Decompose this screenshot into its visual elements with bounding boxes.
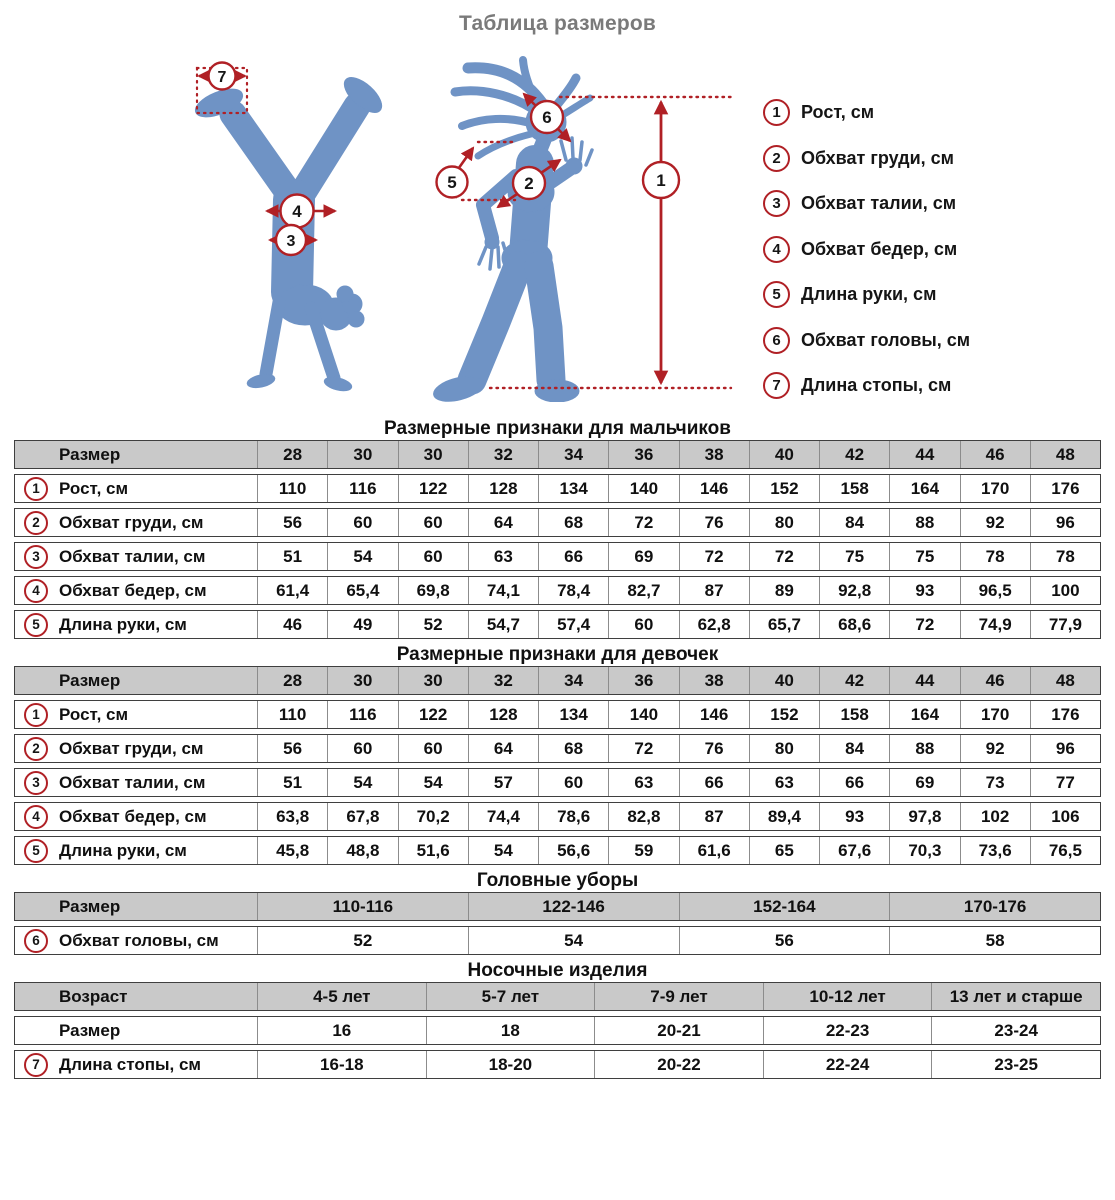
value-cell: 63 [749,769,819,796]
column-header-cell: 36 [608,441,678,468]
value-cell: 63 [608,769,678,796]
legend-label: Длина руки, см [801,284,937,305]
table-row [14,1050,1101,1079]
legend-number-badge: 6 [763,327,790,354]
size-tables-section [14,418,1101,1084]
value-cell: 22-23 [763,1017,932,1044]
value-cell: 60 [538,769,608,796]
column-header-cell: 40 [749,441,819,468]
row-label-cell [15,441,257,468]
value-cell: 54 [398,769,468,796]
column-header-cell: 13 лет и старше [931,983,1100,1010]
value-cell: 170 [960,701,1030,728]
table-row [14,836,1101,865]
value-cell: 60 [398,735,468,762]
column-header-cell: 4-5 лет [257,983,426,1010]
value-cell: 72 [889,611,959,638]
measurement-legend [763,90,970,409]
value-cell: 23-24 [931,1017,1100,1044]
row-label: Размер [59,670,121,690]
column-header-cell: 30 [398,441,468,468]
column-header-cell: 48 [1030,441,1100,468]
row-label: Возраст [59,986,128,1006]
table-header-row [14,982,1101,1011]
legend-item [763,318,970,364]
legend-label: Обхват головы, см [801,329,971,350]
value-cell: 76 [679,735,749,762]
column-header-cell: 170-176 [889,893,1100,920]
value-cell: 74,9 [960,611,1030,638]
value-cell: 57,4 [538,611,608,638]
column-header-cell: 48 [1030,667,1100,694]
row-label: Обхват бедер, см [59,806,207,826]
value-cell: 66 [819,769,889,796]
table-row [14,700,1101,729]
row-number-badge: 1 [24,703,48,727]
value-cell: 88 [889,509,959,536]
column-header-cell: 30 [398,667,468,694]
table-header-row [14,440,1101,469]
value-cell: 74,4 [468,803,538,830]
value-cell: 52 [398,611,468,638]
column-header-cell: 42 [819,441,889,468]
value-cell: 140 [608,475,678,502]
value-cell: 64 [468,735,538,762]
row-label: Обхват груди, см [59,738,204,758]
girls-size-table [14,666,1101,865]
row-label: Рост, см [59,478,129,498]
value-cell: 82,8 [608,803,678,830]
headwear-table-heading: Головные уборы [476,870,639,891]
value-cell: 93 [889,577,959,604]
page-title: Таблица размеров [458,12,657,35]
value-cell: 92 [960,735,1030,762]
value-cell: 110 [257,701,327,728]
column-header-cell: 34 [538,441,608,468]
value-cell: 69 [889,769,959,796]
row-label-cell [15,769,257,796]
value-cell: 46 [257,611,327,638]
value-cell: 122 [398,475,468,502]
row-number-badge: 2 [24,737,48,761]
callout-number-7: 7 [217,69,227,86]
value-cell: 106 [1030,803,1100,830]
legend-number-badge: 2 [763,145,790,172]
row-label: Размер [59,444,121,464]
value-cell: 92,8 [819,577,889,604]
row-label-cell [15,577,257,604]
column-header-cell: 46 [960,667,1030,694]
value-cell: 56,6 [538,837,608,864]
row-number-badge: 5 [24,839,48,863]
headwear-size-table [14,892,1101,955]
value-cell: 60 [398,543,468,570]
value-cell: 65,4 [327,577,397,604]
column-header-cell: 34 [538,667,608,694]
value-cell: 110 [257,475,327,502]
row-label: Длина стопы, см [59,1054,202,1074]
value-cell: 54 [468,837,538,864]
legend-label: Длина стопы, см [801,375,952,396]
value-cell: 16-18 [257,1051,426,1078]
column-header-cell: 10-12 лет [763,983,932,1010]
girls-table-heading: Размерные признаки для девочек [396,644,719,665]
row-number-badge: 4 [24,805,48,829]
value-cell: 54 [327,543,397,570]
boys-size-table [14,440,1101,639]
value-cell: 96,5 [960,577,1030,604]
row-label-cell [15,543,257,570]
row-label: Обхват талии, см [59,772,206,792]
row-label-cell [15,1051,257,1078]
value-cell: 128 [468,475,538,502]
value-cell: 164 [889,475,959,502]
value-cell: 134 [538,475,608,502]
row-label-cell [15,927,257,954]
row-label-cell [15,611,257,638]
value-cell: 63,8 [257,803,327,830]
value-cell: 122 [398,701,468,728]
row-label: Размер [59,896,121,916]
legend-number-badge: 1 [763,99,790,126]
table-row [14,542,1101,571]
value-cell: 89,4 [749,803,819,830]
row-label-cell [15,1017,257,1044]
table-row [14,768,1101,797]
legend-number-badge: 7 [763,372,790,399]
row-label-cell [15,735,257,762]
value-cell: 52 [257,927,468,954]
table-row [14,474,1101,503]
value-cell: 146 [679,701,749,728]
row-label-cell [15,893,257,920]
legend-label: Обхват груди, см [801,147,954,168]
value-cell: 82,7 [608,577,678,604]
value-cell: 58 [889,927,1100,954]
value-cell: 75 [889,543,959,570]
value-cell: 80 [749,509,819,536]
value-cell: 75 [819,543,889,570]
value-cell: 60 [608,611,678,638]
table-row [14,1016,1101,1045]
value-cell: 96 [1030,735,1100,762]
row-label-cell [15,701,257,728]
value-cell: 78 [960,543,1030,570]
value-cell: 176 [1030,701,1100,728]
column-header-cell: 38 [679,667,749,694]
table-row [14,734,1101,763]
legend-number-badge: 3 [763,190,790,217]
column-header-cell: 30 [327,441,397,468]
callout-number-5: 5 [447,173,457,192]
row-number-badge: 2 [24,511,48,535]
value-cell: 170 [960,475,1030,502]
callout-number-1: 1 [656,171,666,190]
value-cell: 164 [889,701,959,728]
value-cell: 70,3 [889,837,959,864]
legend-label: Обхват бедер, см [801,238,958,259]
value-cell: 96 [1030,509,1100,536]
value-cell: 54 [468,927,679,954]
value-cell: 92 [960,509,1030,536]
callout-number-4: 4 [292,202,302,221]
legend-item [763,363,970,409]
value-cell: 65,7 [749,611,819,638]
row-number-badge: 3 [24,771,48,795]
value-cell: 45,8 [257,837,327,864]
value-cell: 68 [538,735,608,762]
table-row [14,802,1101,831]
value-cell: 20-21 [594,1017,763,1044]
value-cell: 69,8 [398,577,468,604]
value-cell: 78 [1030,543,1100,570]
column-header-cell: 40 [749,667,819,694]
callout-number-6: 6 [542,108,552,127]
column-header-cell: 32 [468,441,538,468]
value-cell: 84 [819,509,889,536]
value-cell: 18-20 [426,1051,595,1078]
column-header-cell: 44 [889,441,959,468]
value-cell: 61,4 [257,577,327,604]
value-cell: 54,7 [468,611,538,638]
column-header-cell: 7-9 лет [594,983,763,1010]
legend-item [763,227,970,273]
value-cell: 176 [1030,475,1100,502]
row-label: Длина руки, см [59,840,187,860]
boys-table-heading: Размерные признаки для мальчиков [384,418,731,439]
row-label: Обхват талии, см [59,546,206,566]
table-row [14,926,1101,955]
column-header-cell: 38 [679,441,749,468]
value-cell: 134 [538,701,608,728]
value-cell: 84 [819,735,889,762]
row-label-cell [15,803,257,830]
row-label-cell [15,667,257,694]
value-cell: 62,8 [679,611,749,638]
value-cell: 20-22 [594,1051,763,1078]
row-number-badge: 4 [24,579,48,603]
value-cell: 76 [679,509,749,536]
table-header-row [14,666,1101,695]
table-row [14,610,1101,639]
value-cell: 70,2 [398,803,468,830]
value-cell: 102 [960,803,1030,830]
value-cell: 18 [426,1017,595,1044]
row-number-badge: 3 [24,545,48,569]
value-cell: 60 [327,509,397,536]
value-cell: 66 [679,769,749,796]
value-cell: 69 [608,543,678,570]
value-cell: 51 [257,769,327,796]
value-cell: 152 [749,475,819,502]
size-measurement-diagram [0,42,740,402]
callout-number-3: 3 [286,233,296,250]
value-cell: 65 [749,837,819,864]
value-cell: 63 [468,543,538,570]
column-header-cell: 44 [889,667,959,694]
value-cell: 49 [327,611,397,638]
legend-label: Обхват талии, см [801,193,957,214]
row-number-badge: 6 [24,929,48,953]
value-cell: 74,1 [468,577,538,604]
value-cell: 78,6 [538,803,608,830]
value-cell: 22-24 [763,1051,932,1078]
row-label-cell [15,837,257,864]
value-cell: 60 [398,509,468,536]
row-label-cell [15,509,257,536]
value-cell: 72 [608,509,678,536]
legend-item [763,136,970,182]
value-cell: 68,6 [819,611,889,638]
value-cell: 116 [327,701,397,728]
value-cell: 16 [257,1017,426,1044]
value-cell: 158 [819,701,889,728]
value-cell: 76,5 [1030,837,1100,864]
value-cell: 93 [819,803,889,830]
row-label: Обхват груди, см [59,512,204,532]
value-cell: 59 [608,837,678,864]
value-cell: 61,6 [679,837,749,864]
row-number-badge: 7 [24,1053,48,1077]
value-cell: 116 [327,475,397,502]
row-number-badge: 1 [24,477,48,501]
value-cell: 100 [1030,577,1100,604]
column-header-cell: 5-7 лет [426,983,595,1010]
dancing-girl-silhouette-icon [431,60,592,402]
legend-label: Рост, см [801,102,875,123]
value-cell: 48,8 [327,837,397,864]
column-header-cell: 46 [960,441,1030,468]
column-header-cell: 122-146 [468,893,679,920]
value-cell: 60 [327,735,397,762]
value-cell: 158 [819,475,889,502]
legend-item [763,181,970,227]
row-label: Обхват головы, см [59,930,219,950]
row-number-badge: 5 [24,613,48,637]
value-cell: 56 [679,927,890,954]
value-cell: 67,8 [327,803,397,830]
value-cell: 57 [468,769,538,796]
value-cell: 66 [538,543,608,570]
legend-number-badge: 4 [763,236,790,263]
value-cell: 73,6 [960,837,1030,864]
column-header-cell: 28 [257,441,327,468]
value-cell: 80 [749,735,819,762]
legend-item [763,272,970,318]
value-cell: 146 [679,475,749,502]
value-cell: 72 [749,543,819,570]
value-cell: 51 [257,543,327,570]
value-cell: 128 [468,701,538,728]
value-cell: 72 [608,735,678,762]
value-cell: 78,4 [538,577,608,604]
legend-item [763,90,970,136]
value-cell: 87 [679,803,749,830]
value-cell: 152 [749,701,819,728]
value-cell: 140 [608,701,678,728]
column-header-cell: 110-116 [257,893,468,920]
value-cell: 51,6 [398,837,468,864]
value-cell: 56 [257,735,327,762]
value-cell: 88 [889,735,959,762]
value-cell: 54 [327,769,397,796]
row-label: Рост, см [59,704,129,724]
legend-number-badge: 5 [763,281,790,308]
value-cell: 89 [749,577,819,604]
row-label: Длина руки, см [59,614,187,634]
value-cell: 77 [1030,769,1100,796]
column-header-cell: 28 [257,667,327,694]
table-header-row [14,892,1101,921]
value-cell: 72 [679,543,749,570]
table-row [14,576,1101,605]
column-header-cell: 30 [327,667,397,694]
column-header-cell: 32 [468,667,538,694]
column-header-cell: 36 [608,667,678,694]
value-cell: 77,9 [1030,611,1100,638]
row-label: Обхват бедер, см [59,580,207,600]
value-cell: 73 [960,769,1030,796]
table-row [14,508,1101,537]
callout-number-2: 2 [524,174,534,193]
value-cell: 64 [468,509,538,536]
column-header-cell: 152-164 [679,893,890,920]
socks-table-heading: Носочные изделия [467,960,648,981]
value-cell: 87 [679,577,749,604]
value-cell: 68 [538,509,608,536]
row-label: Размер [59,1020,121,1040]
value-cell: 67,6 [819,837,889,864]
row-label-cell [15,983,257,1010]
value-cell: 23-25 [931,1051,1100,1078]
socks-size-table [14,982,1101,1079]
value-cell: 97,8 [889,803,959,830]
value-cell: 56 [257,509,327,536]
column-header-cell: 42 [819,667,889,694]
row-label-cell [15,475,257,502]
